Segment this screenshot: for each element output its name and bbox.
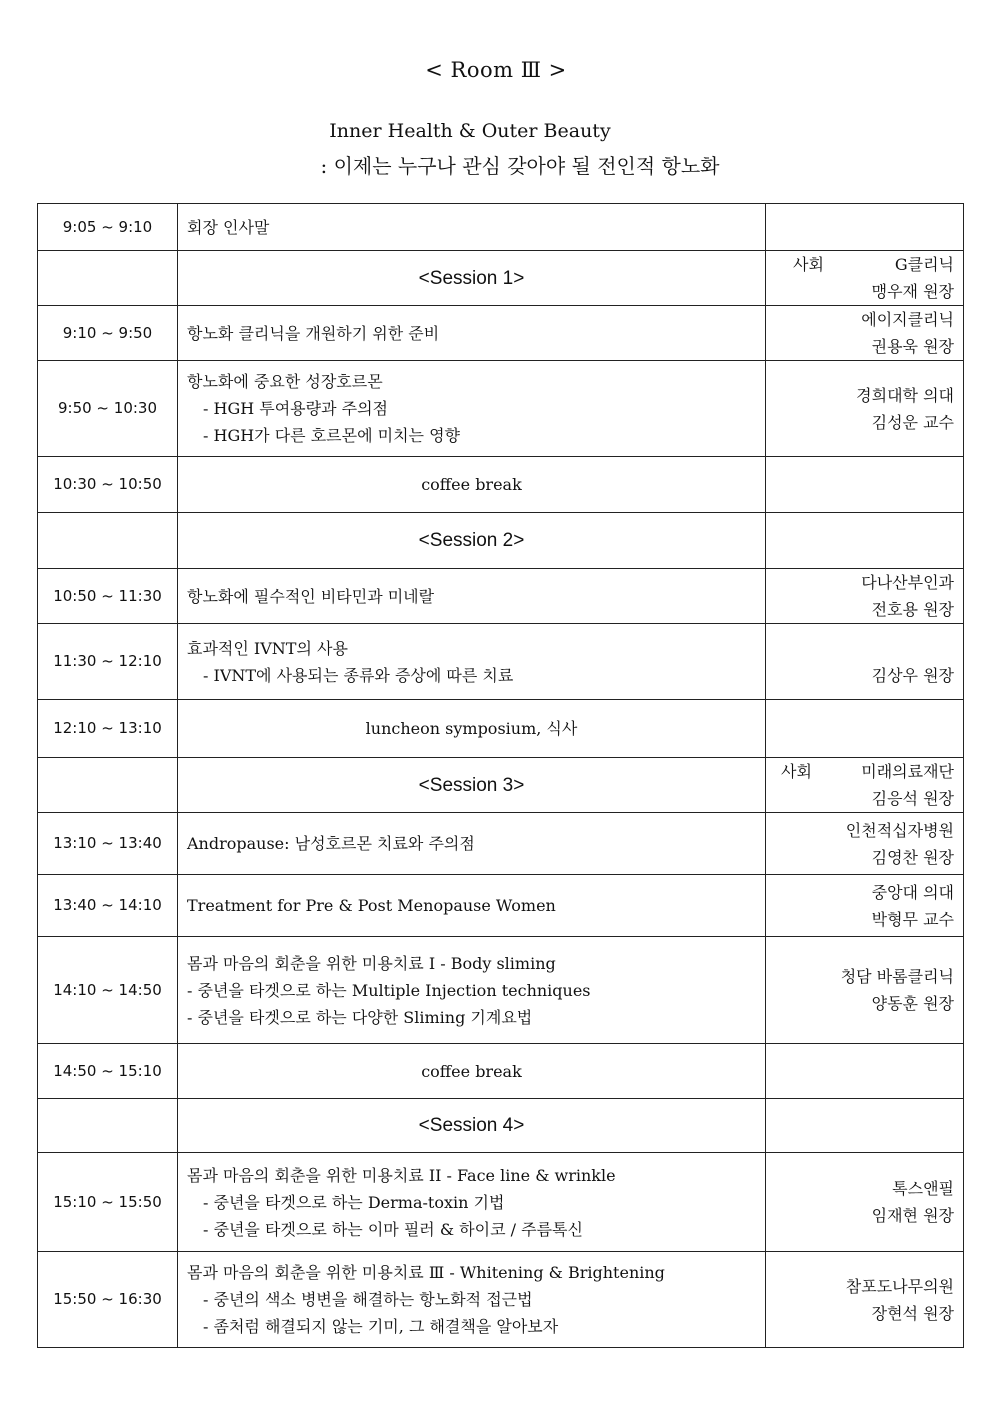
session-row	[38, 251, 964, 306]
speaker-affiliation: 다나산부인과	[861, 573, 954, 592]
topic-subitem: - 중년을 타겟으로 하는 Multiple Injection techniques	[187, 980, 591, 1000]
speaker-cell	[766, 1153, 964, 1252]
content-cell	[178, 1153, 766, 1252]
time-cell: 14:50 ~ 15:10	[38, 1044, 178, 1099]
speaker-cell	[766, 937, 964, 1044]
time-cell: 10:30 ~ 10:50	[38, 457, 178, 513]
content-cell: 항노화 클리닉을 개원하기 위한 준비	[178, 306, 766, 361]
table-row	[38, 204, 964, 251]
topic-subitem: - 중년을 타겟으로 하는 이마 필러 & 하이코 / 주름톡신	[203, 1219, 583, 1239]
moderator-line	[775, 758, 954, 785]
content-cell	[178, 624, 766, 700]
speaker-affiliation: 중앙대 의대	[871, 882, 954, 902]
topic-subitem: - HGH 투여용량과 주의점	[203, 399, 388, 418]
speaker-cell	[766, 624, 964, 700]
speaker-cell	[766, 457, 964, 513]
content-cell	[178, 361, 766, 457]
session-row	[38, 513, 964, 569]
program-title: Inner Health & Outer Beauty	[329, 120, 611, 142]
topic-subitem: - 중년의 색소 병변을 해결하는 항노화적 접근법	[203, 1290, 533, 1309]
table-row	[38, 569, 964, 624]
speaker-name: 권용욱 원장	[871, 337, 954, 356]
table-row	[38, 306, 964, 361]
content-cell: Treatment for Pre & Post Menopause Women	[178, 875, 766, 937]
speaker-name: 임재현 원장	[871, 1206, 954, 1225]
speaker-cell	[766, 700, 964, 758]
table-row	[38, 937, 964, 1044]
speaker-cell	[766, 1044, 964, 1099]
schedule-table	[37, 203, 964, 1348]
topic-subitem: - 중년을 타겟으로 하는 다양한 Sliming 기계요법	[187, 1007, 533, 1027]
content-cell: luncheon symposium, 식사	[178, 700, 766, 758]
speaker-cell	[766, 251, 964, 306]
session-row	[38, 1099, 964, 1153]
session-label: <Session 4>	[418, 1115, 525, 1136]
speaker-name: 김응석 원장	[871, 789, 954, 808]
topic-subitem: - IVNT에 사용되는 종류와 증상에 따른 치료	[203, 665, 514, 685]
table-row	[38, 813, 964, 875]
table-row	[38, 1252, 964, 1348]
speaker-affiliation: 인천적십자병원	[845, 820, 954, 840]
content-cell	[178, 1252, 766, 1348]
time-cell: 9:50 ~ 10:30	[38, 361, 178, 457]
table-row	[38, 875, 964, 937]
table-row	[38, 624, 964, 700]
speaker-cell	[766, 513, 964, 569]
time-cell: 13:40 ~ 14:10	[38, 875, 178, 937]
session-label: <Session 2>	[418, 530, 525, 551]
time-cell	[38, 758, 178, 813]
speaker-name: 맹우재 원장	[871, 282, 954, 301]
speaker-affiliation: 경희대학 의대	[856, 385, 954, 405]
time-cell	[38, 513, 178, 569]
time-cell: 14:10 ~ 14:50	[38, 937, 178, 1044]
session-label: <Session 3>	[418, 774, 525, 796]
session-cell	[178, 513, 766, 569]
session-row	[38, 758, 964, 813]
moderator-role: 사회	[793, 255, 824, 274]
session-cell	[178, 1099, 766, 1153]
table-row	[38, 457, 964, 513]
time-cell: 15:10 ~ 15:50	[38, 1153, 178, 1252]
speaker-cell	[766, 875, 964, 937]
topic-subitem: - HGH가 다른 호르몬에 미치는 영향	[203, 426, 460, 445]
time-cell	[38, 251, 178, 306]
topic-title: 몸과 마음의 회춘을 위한 미용치료 II - Face line & wrinkle	[187, 1165, 616, 1185]
speaker-cell	[766, 758, 964, 813]
topic-title: 항노화에 중요한 성장호르몬	[187, 372, 383, 391]
speaker-name: 박형무 교수	[871, 909, 954, 929]
time-cell: 15:50 ~ 16:30	[38, 1252, 178, 1348]
speaker-cell	[766, 1099, 964, 1153]
speaker-cell	[766, 1252, 964, 1348]
time-cell	[38, 1099, 178, 1153]
speaker-cell	[766, 361, 964, 457]
speaker-cell	[766, 306, 964, 361]
content-cell: 회장 인사말	[178, 204, 766, 251]
table-row	[38, 1044, 964, 1099]
content-cell: 항노화에 필수적인 비타민과 미네랄	[178, 569, 766, 624]
table-row	[38, 361, 964, 457]
content-cell: Andropause: 남성호르몬 치료와 주의점	[178, 813, 766, 875]
speaker-affiliation: 톡스앤필	[892, 1179, 954, 1198]
room-title: < Room Ⅲ >	[425, 58, 567, 82]
speaker-name: 장현석 원장	[871, 1303, 954, 1323]
speaker-name: 전호용 원장	[871, 600, 954, 619]
speaker-cell	[766, 204, 964, 251]
speaker-affiliation: 미래의료재단	[861, 762, 954, 781]
time-cell: 13:10 ~ 13:40	[38, 813, 178, 875]
time-cell: 9:05 ~ 9:10	[38, 204, 178, 251]
topic-title: 효과적인 IVNT의 사용	[187, 638, 348, 658]
moderator-line	[775, 251, 954, 278]
speaker-cell	[766, 813, 964, 875]
table-row	[38, 700, 964, 758]
session-cell	[178, 758, 766, 813]
time-cell: 10:50 ~ 11:30	[38, 569, 178, 624]
speaker-affiliation: 에이지클리닉	[861, 310, 954, 329]
content-cell: coffee break	[178, 1044, 766, 1099]
speaker-affiliation: G클리닉	[894, 255, 954, 274]
moderator-role: 사회	[781, 762, 812, 781]
topic-title: 몸과 마음의 회춘을 위한 미용치료 Ⅲ - Whitening & Brightening	[187, 1263, 665, 1282]
time-cell: 9:10 ~ 9:50	[38, 306, 178, 361]
speaker-affiliation: 청담 바롬클리닉	[840, 967, 954, 986]
program-subtitle: : 이제는 누구나 관심 갖아야 될 전인적 항노화	[320, 154, 720, 178]
content-cell	[178, 937, 766, 1044]
topic-subitem: - 좀처럼 해결되지 않는 기미, 그 해결책을 알아보자	[203, 1317, 559, 1336]
table-row	[38, 1153, 964, 1252]
speaker-cell	[766, 569, 964, 624]
content-cell: coffee break	[178, 457, 766, 513]
time-cell: 12:10 ~ 13:10	[38, 700, 178, 758]
topic-subitem: - 중년을 타겟으로 하는 Derma-toxin 기법	[203, 1192, 505, 1212]
time-cell: 11:30 ~ 12:10	[38, 624, 178, 700]
speaker-name: 김상우 원장	[871, 666, 954, 685]
session-label: <Session 1>	[418, 267, 525, 289]
speaker-affiliation: 참포도나무의원	[845, 1276, 954, 1296]
topic-title: 몸과 마음의 회춘을 위한 미용치료 I - Body sliming	[187, 953, 556, 973]
session-cell	[178, 251, 766, 306]
speaker-name: 김영찬 원장	[871, 847, 954, 867]
speaker-name: 양동훈 원장	[871, 994, 954, 1013]
speaker-name: 김성운 교수	[871, 412, 954, 432]
